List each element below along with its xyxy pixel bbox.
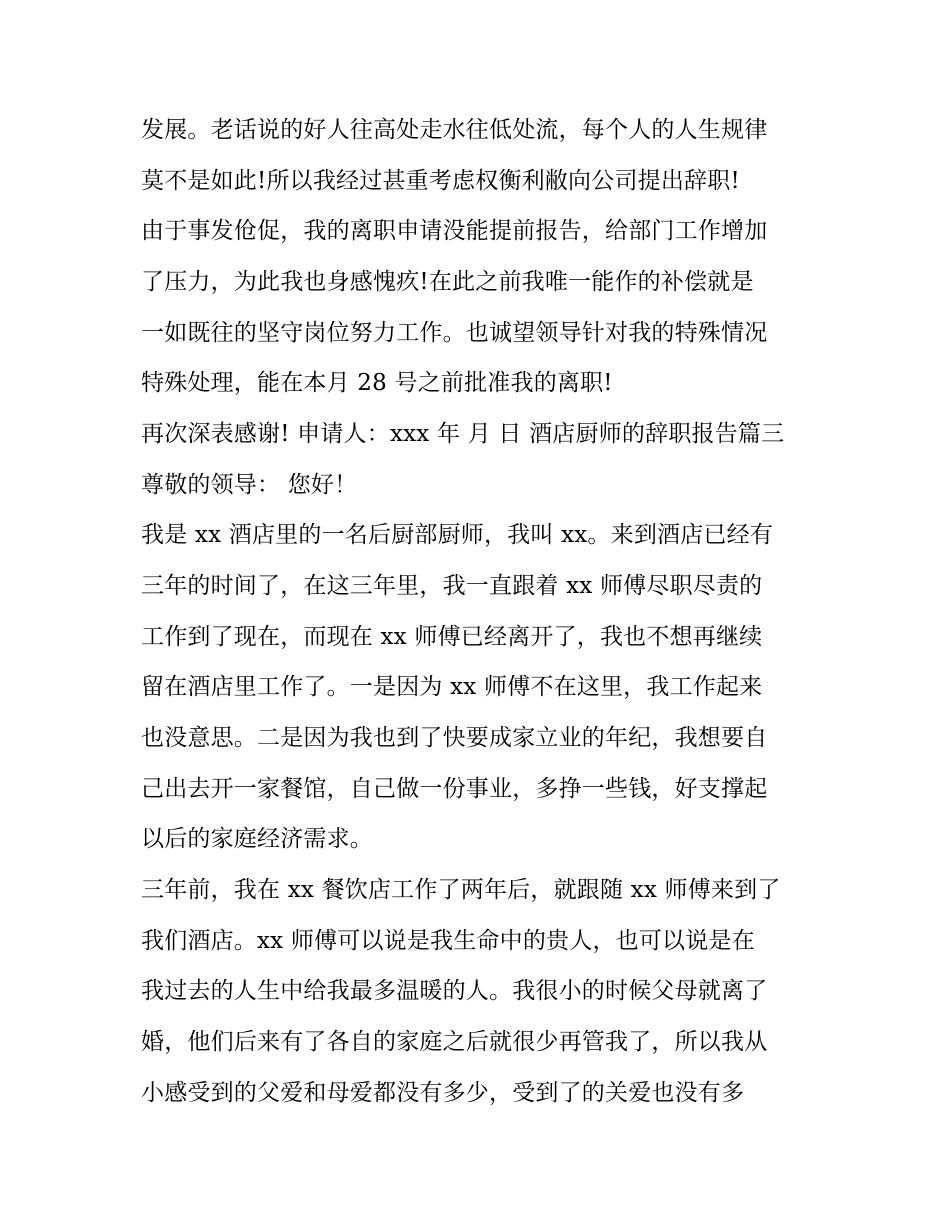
text-line: 工作到了现在，而现在 xx 师傅已经离开了，我也不想再继续	[141, 624, 763, 650]
text-line: 再次深表感谢! 申请人：xxx 年 月 日 酒店厨师的辞职报告篇三	[141, 421, 785, 447]
text-line: 莫不是如此!所以我经过甚重考虑权衡利敝向公司提出辞职!	[141, 168, 740, 194]
text-line: 己出去开一家餐馆，自己做一份事业，多挣一些钱，好支撑起	[141, 776, 768, 802]
text-line: 也没意思。二是因为我也到了快要成家立业的年纪，我想要自	[141, 725, 768, 751]
text-line: 一如既往的坚守岗位努力工作。也诚望领导针对我的特殊情况	[141, 320, 768, 346]
text-line: 尊敬的领导： 您好！	[141, 472, 358, 498]
text-line: 我们酒店。xx 师傅可以说是我生命中的贵人，也可以说是在	[141, 928, 755, 954]
text-line: 小感受到的父爱和母爱都没有多少，受到了的关爱也没有多	[141, 1080, 745, 1106]
text-line: 留在酒店里工作了。一是因为 xx 师傅不在这里，我工作起来	[141, 674, 763, 700]
text-line: 特殊处理，能在本月 28 号之前批准我的离职!	[141, 370, 613, 396]
text-line: 三年前，我在 xx 餐饮店工作了两年后，就跟随 xx 师傅来到了	[141, 877, 781, 903]
text-line: 婚，他们后来有了各自的家庭之后就很少再管我了，所以我从	[141, 1029, 768, 1055]
text-line: 我是 xx 酒店里的一名后厨部厨师，我叫 xx。来到酒店已经有	[141, 522, 774, 548]
text-line: 由于事发伧促，我的离职申请没能提前报告，给部门工作增加	[141, 218, 768, 244]
text-line: 发展。老话说的好人往高处走水往低处流，每个人的人生规律	[141, 117, 768, 143]
text-line: 以后的家庭经济需求。	[141, 826, 373, 852]
text-line: 我过去的人生中给我最多温暖的人。我很小的时候父母就离了	[141, 978, 768, 1004]
text-line: 三年的时间了，在这三年里，我一直跟着 xx 师傅尽职尽责的	[141, 573, 763, 599]
text-line: 了压力，为此我也身感愧疚!在此之前我唯一能作的补偿就是	[141, 269, 754, 295]
